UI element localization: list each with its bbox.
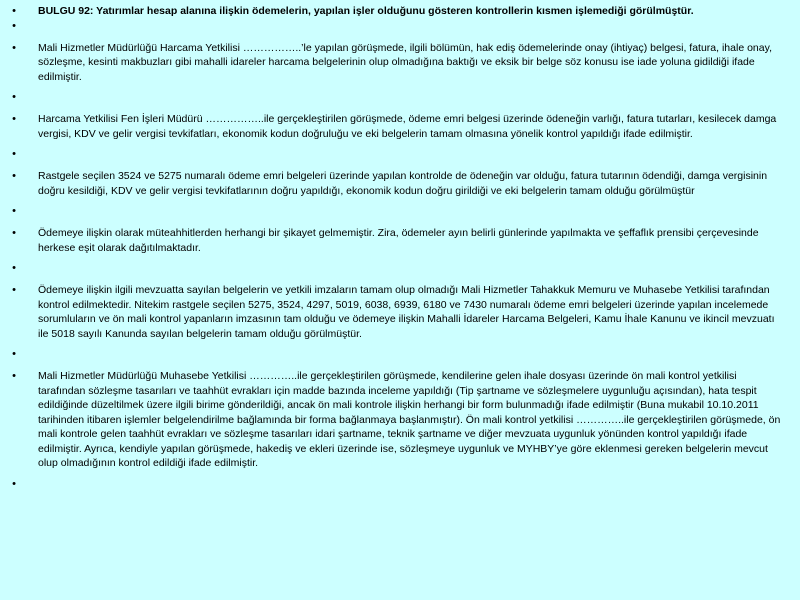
paragraph-item [8,169,782,198]
finding-heading [8,4,782,19]
blank-bullet-item [8,90,782,112]
bullet-icon: • [12,370,16,382]
paragraph-text: Mali Hizmetler Müdürlüğü Harcama Yetkilisi ……………..’le yapılan görüşmede, ilgili bölümün, hak ediş ödemelerinde onay (ihtiyaç) belgesi, fatura, ihale onay, sözleşme, kesinti makbuzları gibi mahalli idareler harcama belgelerinin olup olmadığına baktığı ve eksik bir belge söz konusu ise iade yoluna gidildiği ifade edilmiştir. [38,41,772,83]
heading-text: BULGU 92: Yatırımlar hesap alanına ilişkin ödemelerin, yapılan işler olduğunu gösteren kontrollerin kısmen işlemediği görülmüştür. [38,5,694,17]
bullet-icon: • [12,148,16,160]
paragraph-item [8,283,782,341]
bullet-icon: • [12,170,16,182]
paragraph-text: Rastgele seçilen 3524 ve 5275 numaralı ödeme emri belgeleri üzerinde yapılan kontrolde de ödeneğin var olduğu, fatura tutarının ödendiği, damga vergisinin doğru kesildiği, KDV ve gelir vergisi tevkifatlarının doğru yapıldığı, ekonomik kodun doğru girildiği ve eki belgelerin tamam olduğu görülmüştür [38,170,768,197]
blank-bullet-item [8,204,782,226]
paragraph-text: Ödemeye ilişkin ilgili mevzuatta sayılan belgelerin ve yetkili imzaların tamam olup olmadığı Mali Hizmetler Tahakkuk Memuru ve Muhasebe Yetkilisi tarafından kontrol edilmektedir. Nitekim rastgele seçilen 5275, 3524, 4297, 5019, 6038, 6939, 6180 ve 7430 numaralı ödeme emri belgeleri üzerinde yapılan incelemede sorumluların ve ön mali kontrol yapanların imzasının tam olduğu ve ödemeye ilişkin Mahalli İdareler Harcama Belgeleri, Kamu İhale Kanunu ve ikincil mevzuatı ile 5018 sayılı Kanunda sayılan belgelerin tamam olduğu görülmüştür. [38,284,775,340]
bullet-icon: • [12,19,16,32]
blank-bullet-item [8,261,782,283]
bullet-icon: • [12,5,16,17]
bullet-icon: • [12,227,16,239]
blank-bullet-item [8,477,782,499]
bullet-icon: • [12,477,16,490]
paragraph-text: Mali Hizmetler Müdürlüğü Muhasebe Yetkilisi …………..ile gerçekleştirilen görüşmede, kendilerine gelen ihale dosyası üzerinde ön mali kontrol yetkilisi tarafından sözleşme tasarıları ve taahhüt evrakları için madde bazında inceleme yapıldığı (Tip şartname ve sözleşmelere uygunluğu açısından), hata tespit edildiğinde düzeltilmek üzere ilgili birime gönderildiği, ancak ön mali kontrole ilişkin herhangi bir form bulunmadığı ifade edilmiştir (Buna mukabil 10.10.2011 tarihinden itibaren işlemler belgelendirilme bağlamında bir forma bağlanmaya başlanmıştır). Ön mali kontrol yetkilisi …………..ile gerçekleştirilen görüşmede, ön mali kontrole gelen taahhüt evrakları ve sözleşme tasarıları idari şartname, teknik şartname ve diğer mevzuata uygunluk yönünden kontrol yapıldığı ifade edilmiştir. Ayrıca, kendiyle yapılan görüşmede, hakediş ve ekleri üzerinde ise, sözleşmeye uygunluk ve MYHBY’ye göre eklenmesi gereken belgelerin mevcut olup olmadığının kontrol edildiği ifade edilmiştir. [38,370,781,469]
bullet-icon: • [12,91,16,103]
bullet-icon: • [12,113,16,125]
bullet-icon: • [12,262,16,274]
paragraph-item [8,226,782,255]
paragraph-item [8,112,782,141]
bullet-icon: • [12,348,16,360]
finding-list [8,4,782,499]
bullet-icon: • [12,205,16,217]
paragraph-text: Harcama Yetkilisi Fen İşleri Müdürü ……………..ile gerçekleştirilen görüşmede, ödeme emri belgesi üzerinde ödeneğin varlığı, fatura tutarları, kesilecek damga vergisi, KDV ve gelir vergisi tevkifatları, ekonomik kodun doğruluğu ve eki belgelerin tamam olmasına yönelik kontrol yapıldığı ifade edilmiştir. [38,113,777,140]
bullet-icon: • [12,41,16,54]
paragraph-item [8,369,782,471]
bullet-icon: • [12,284,16,296]
blank-bullet-item [8,347,782,369]
paragraph-text: Ödemeye ilişkin olarak müteahhitlerden herhangi bir şikayet gelmemiştir. Zira, ödemeler ayın belirli günlerinde yapılmakta ve şeffaflık prensibi çerçevesinde herkese eşit olarak dağıtılmaktadır. [38,227,759,254]
paragraph-item [8,41,782,85]
blank-bullet-item [8,147,782,169]
blank-bullet-item [8,19,782,41]
